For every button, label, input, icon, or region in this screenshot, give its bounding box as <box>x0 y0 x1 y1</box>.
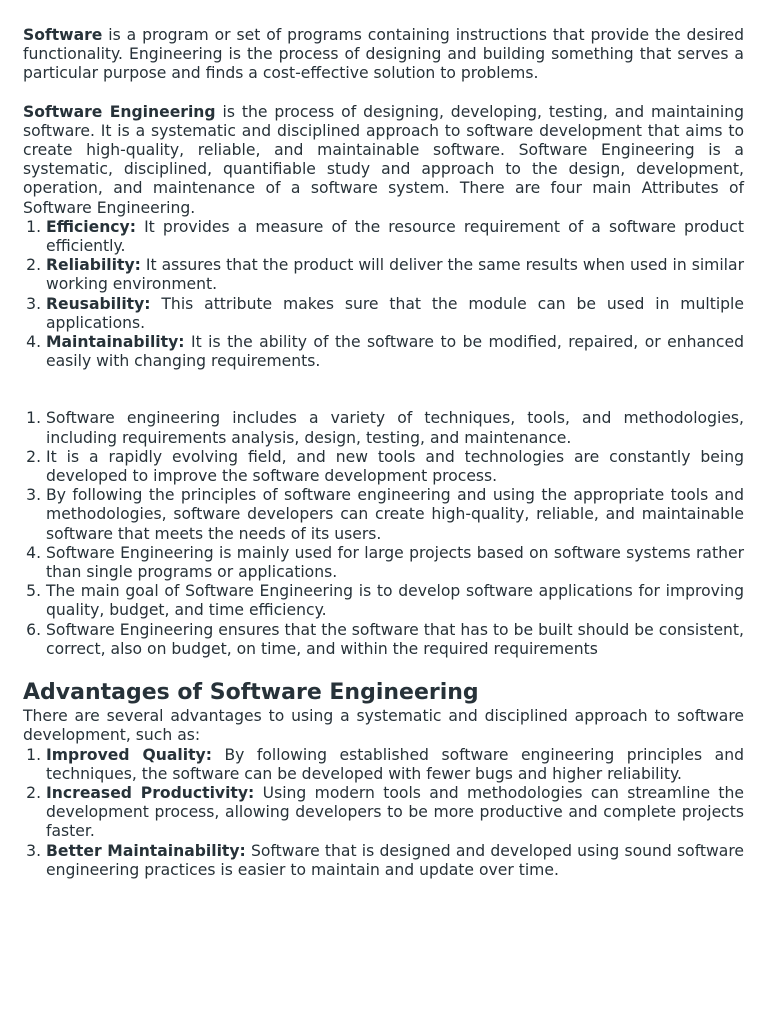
advantage-text: By following established software engineering principles and techniques, the software can be developed with fewer bugs and higher reliability. <box>46 745 744 783</box>
key-points-list <box>23 409 744 659</box>
software-engineering-definition <box>23 103 744 218</box>
list-item <box>46 256 744 294</box>
list-item <box>46 218 744 256</box>
advantage-text: Using modern tools and methodologies can streamline the development process, allowing developers to be more productive and complete projects faster. <box>46 783 745 841</box>
list-item <box>46 746 744 784</box>
list-item: 3. By following the principles of software engineering and using the appropriate tools and methodologies, software developers can create high-quality, reliable, and maintainable software that meets the needs of its users. <box>46 486 744 544</box>
list-item: 5. The main goal of Software Engineering is to develop software applications for improving quality, budget, and time efficiency. <box>46 582 744 620</box>
advantage-term: Increased Productivity: <box>46 783 255 802</box>
advantage-term: Improved Quality: <box>46 745 212 764</box>
attribute-term: Efficiency: <box>46 217 136 236</box>
spacer <box>23 371 744 409</box>
attributes-list <box>23 218 744 372</box>
attribute-text: It is the ability of the software to be modified, repaired, or enhanced easily with changing requirements. <box>46 333 744 371</box>
list-item <box>46 333 744 371</box>
attribute-text: It provides a measure of the resource requirement of a software product efficiently. <box>46 217 744 256</box>
advantage-term: Better Maintainability: <box>46 841 246 860</box>
list-item <box>46 842 744 880</box>
advantages-heading: Advantages of Software Engineering <box>23 680 479 706</box>
software-definition <box>23 26 744 84</box>
list-item: 2. It is a rapidly evolving field, and new tools and technologies are constantly being developed to improve the software development process. <box>46 448 744 486</box>
advantages-list <box>23 746 744 880</box>
list-item: 1. Software engineering includes a variety of techniques, tools, and methodologies, including requirements analysis, design, testing, and maintenance. <box>46 409 744 447</box>
list-item <box>46 784 744 842</box>
attribute-term: Reusability: <box>46 294 151 313</box>
attribute-term: Maintainability: <box>46 333 185 352</box>
list-item: 4. Software Engineering is mainly used for large projects based on software systems rather than single programs or applications. <box>46 544 744 582</box>
attribute-term: Reliability: <box>46 256 141 275</box>
software-engineering-definition-text: is the process of designing, developing, testing, and maintaining software. It is a systematic and disciplined approach to software development that aims to create high-quality, reliable, and maintainable software. Software Engineering is a systematic, disciplined, quantifiable study and approach to the design, development, operation, and maintenance of a software system. There are four main Attributes of Software Engineering. <box>23 102 744 217</box>
software-term: Software <box>23 26 103 44</box>
advantage-text: Software that is designed and developed using sound software engineering practices is easier to maintain and update over time. <box>46 841 744 879</box>
attribute-text: It assures that the product will deliver the same results when used in similar working environment. <box>46 256 744 294</box>
software-engineering-term: Software Engineering <box>23 102 216 121</box>
advantages-intro: There are several advantages to using a systematic and disciplined approach to software development, such as: <box>23 707 744 745</box>
list-item: 6. Software Engineering ensures that the software that has to be built should be consistent, correct, also on budget, on time, and within the required requirements <box>46 621 744 659</box>
article-body <box>23 26 744 880</box>
spacer <box>23 84 744 103</box>
list-item <box>46 295 744 333</box>
attribute-text: This attribute makes sure that the module can be used in multiple applications. <box>46 294 744 332</box>
software-definition-text: is a program or set of programs containing instructions that provide the desired functionality. Engineering is the process of designing and building something that serves a particular purpose and finds a cost-effective solution to problems. <box>23 26 744 83</box>
